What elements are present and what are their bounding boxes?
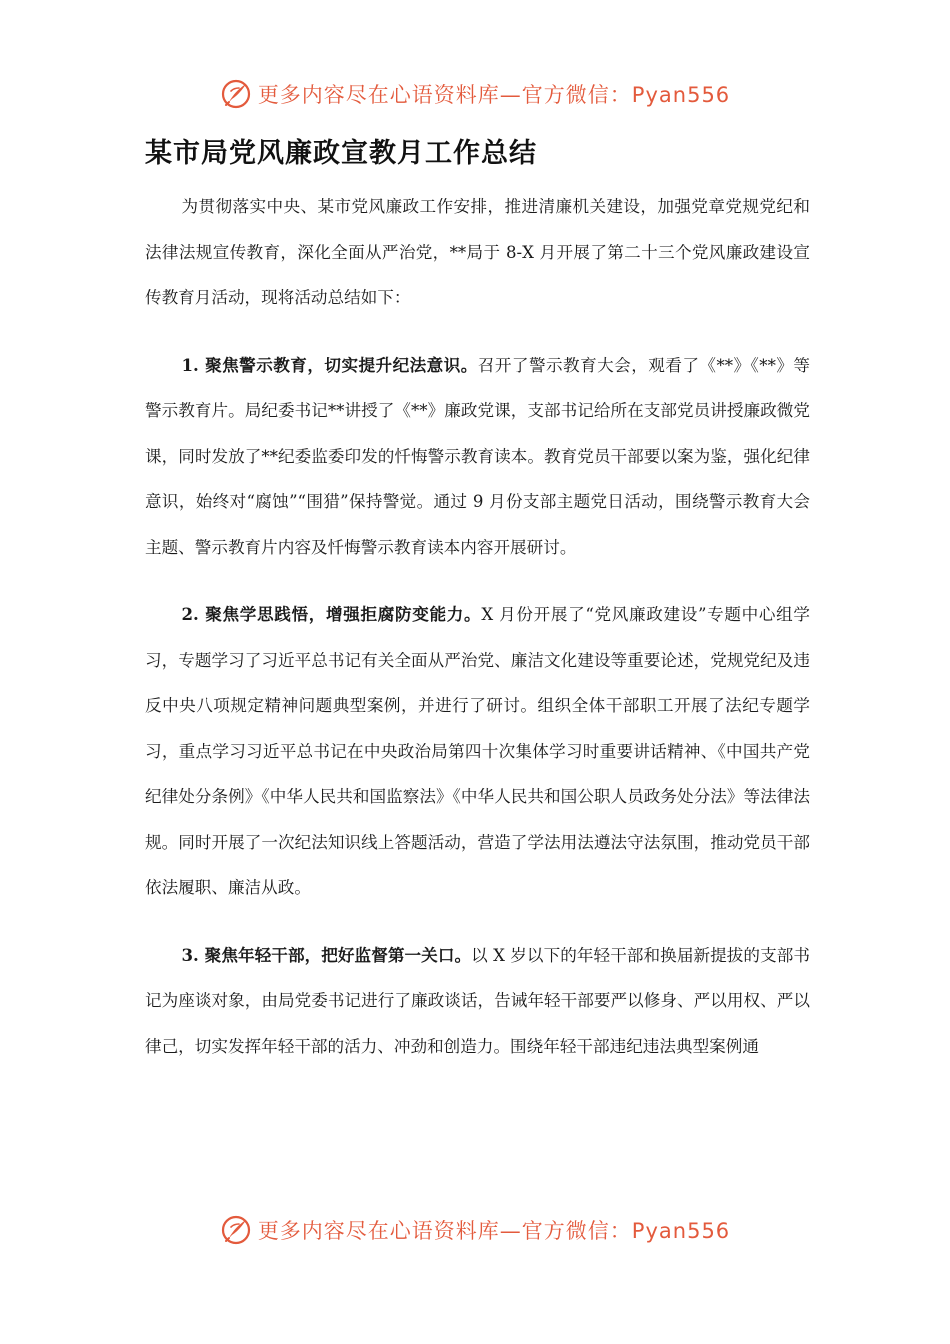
section-heading-3: 3. 聚焦年轻干部，把好监督第一关口。 (181, 944, 472, 965)
header-watermark-banner (0, 72, 950, 116)
section-text-2: X 月份开展了“党风廉政建设”专题中心组学习，专题学习了习近平总书记有关全面从严治党、廉洁文化建设等重要论述，党规党纪及违反中央八项规定精神问题典型案例，并进行了研讨。组织全体干部职工开展了法纪专题学习，重点学习习近平总书记在中央政治局第四十次集体学习时重要讲话精神、《中国共产党纪律处分条例》《中华人民共和国监察法》《中华人民共和国公职人员政务处分法》等法律法规。同时开展了一次纪法知识线上答题活动，营造了学法用法遵法守法氛围，推动党员干部依法履职、廉洁从政。 (145, 605, 810, 897)
watermark-text: 更多内容尽在心语资料库—官方微信：Pyan556 (257, 1219, 731, 1243)
footer-watermark-banner (0, 1208, 950, 1252)
document-body (145, 184, 810, 1091)
section-heading-2: 2. 聚焦学思践悟，增强拒腐防变能力。 (181, 604, 482, 624)
watermark-text: 更多内容尽在心语资料库—官方微信：Pyan556 (257, 83, 731, 107)
intro-paragraph: 为贯彻落实中央、某市党风廉政工作安排，推进清廉机关建设，加强党章党规党纪和法律法规宣传教育，深化全面从严治党，**局于 8-X 月开展了第二十三个党风廉政建设宣传教育月活动，现将活动总结如下： (145, 197, 810, 307)
page-title: 某市局党风廉政宣教月工作总结 (145, 138, 537, 169)
section-paragraph-1 (145, 343, 810, 571)
section-text-3: 以 X 岁以下的年轻干部和换届新提拔的支部书记为座谈对象，由局党委书记进行了廉政谈话，告诫年轻干部要严以修身、严以用权、严以律己，切实发挥年轻干部的活力、冲劲和创造力。围绕年轻干部违纪违法典型案例通 (145, 945, 810, 1056)
section-paragraph-3 (145, 933, 810, 1070)
quill-logo-icon (220, 1214, 252, 1246)
section-text-1: 召开了警示教育大会，观看了《**》《**》等警示教育片。局纪委书记**讲授了《**》廉政党课，支部书记给所在支部党员讲授廉政微党课，同时发放了**纪委监委印发的忏悔警示教育读本。教育党员干部要以案为鉴，强化纪律意识，始终对“腐蚀”“围猎”保持警觉。通过 9 月份支部主题党日活动，围绕警示教育大会主题、警示教育片内容及忏悔警示教育读本内容开展研讨。 (145, 355, 810, 557)
section-paragraph-2 (145, 592, 810, 911)
section-heading-1: 1. 聚焦警示教育，切实提升纪法意识。 (181, 354, 478, 375)
quill-logo-icon (220, 78, 252, 110)
